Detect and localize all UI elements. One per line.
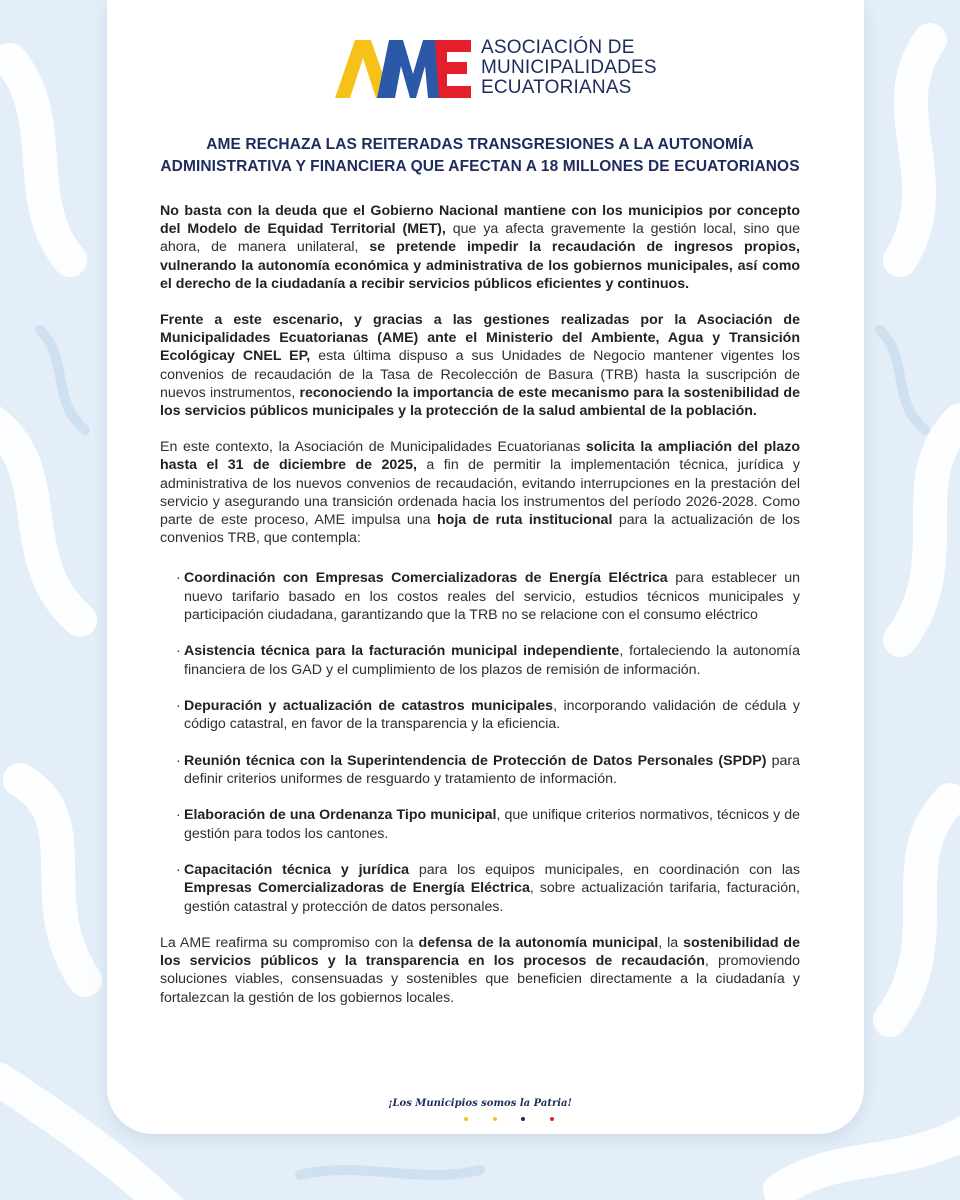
p4-bold-b: defensa de la autonomía municipal [418,935,659,952]
list-item [176,569,800,624]
color-dot [550,1117,554,1121]
p4-text-c: , la [658,935,684,952]
list-item [176,642,800,678]
p4-text-a: La AME reafirma su compromiso con la [160,935,419,952]
p2-bold-c: reconociendo la importancia de este mecanismo para la sostenibilidad de los servicios públicos municipales y la protección de la salud ambiental de la población. [160,384,800,420]
paragraph-4 [160,934,800,1007]
list-item [176,806,800,842]
p3-bold-b: solicita la ampliación del plazo hasta el 31 de diciembre de 2025, [160,439,800,474]
footer-color-dots [464,1117,554,1123]
list-item [176,861,800,916]
color-dot [464,1117,468,1121]
footer-slogan: ¡Los Municipios somos la Patria! [388,1098,572,1109]
ame-logo [333,36,657,100]
bullet-dot-icon: · [176,643,181,660]
p1-bold-a: No basta con la deuda que el Gobierno Nacional mantiene con los municipios por concepto del Modelo de Equidad Territorial (MET), [160,203,800,238]
p3-bold-d: hoja de ruta institucional [436,512,613,529]
logo-line-1: ASOCIACIÓN DE [481,37,635,58]
p3-text-e: para la actualización de los convenios TRB, que contempla: [160,512,801,547]
bullet-dot-icon: · [176,752,181,769]
p3-text-c: a fin de permitir la implementación técnica, jurídica y administrativa de los nuevos convenios de recaudación, evitando interrupciones en la prestación del servicio y asegurando una transición ordenada hacia los instrumentos del período 2026-2028. Como parte de este proceso, AME impulsa una [160,457,801,529]
bullet-2-bold: Asistencia técnica para la facturación municipal independiente [184,643,620,660]
bullet-1-bold: Coordinación con Empresas Comercializadoras de Energía Eléctrica [184,570,668,587]
p1-text-b: que ya afecta gravemente la gestión local, sino que ahora, de manera unilateral, [160,221,800,256]
ame-logo-mark-icon [333,36,473,100]
roadmap-list [160,569,800,915]
bullet-dot-icon: · [176,862,181,879]
logo-line-3: ECUATORIANAS [481,77,632,98]
logo-line-2: MUNICIPALIDADES [481,57,657,78]
paragraph-3 [160,438,800,547]
bullet-3-bold: Depuración y actualización de catastros municipales [184,698,554,715]
bullet-2-text: , fortaleciendo la autonomía financiera de los GAD y el cumplimiento de los plazos de remisión de información. [184,643,800,678]
p1-bold-c: se pretende impedir la recaudación de ingresos propios, vulnerando la autonomía económica y administrativa de los gobiernos municipales, así como el derecho de la ciudadanía a recibir servicios públicos eficientes y continuos. [160,239,800,292]
p2-bold-a: Frente a este escenario, y gracias a las gestiones realizadas por la Asociación de Municipalidades Ecuatorianas (AME) ante el Ministerio del Ambiente, Agua y Transición Ecológicay CNEL EP, [160,312,800,365]
list-item [176,752,800,788]
bullet-6-bold-2: Empresas Comercializadoras de Energía Eléctrica [184,880,530,897]
bullet-1-text: para establecer un nuevo tarifario basado en los costos reales del servicio, estudios técnicos municipales y participación ciudadana, garantizando que la TRB no se relacione con el consumo eléctrico [184,570,800,623]
bullet-5-bold: Elaboración de una Ordenanza Tipo municipal [184,807,497,824]
bullet-dot-icon: · [176,570,181,587]
bullet-4-text: para definir criterios uniformes de resguardo y tratamiento de información. [184,752,800,787]
bullet-dot-icon: · [176,807,181,824]
bullet-dot-icon: · [176,698,181,715]
bullet-3-text: , incorporando validación de cédula y código catastral, en favor de la transparencia y la eficiencia. [184,698,801,733]
p4-bold-d: sostenibilidad de los servicios públicos y la transparencia en los procesos de recaudación [160,935,800,970]
bullet-4-bold: Reunión técnica con la Superintendencia de Protección de Datos Personales (SPDP) [184,752,767,769]
p2-text-b: esta última dispuso a sus Unidades de Negocio mantener vigentes los convenios de recaudación de la Tasa de Recolección de Basura (TRB) hasta la suscripción de nuevos instrumentos, [160,348,800,401]
paragraph-1 [160,202,800,293]
headline-line-1: AME RECHAZA LAS REITERADAS TRANSGRESIONES A LA AUTONOMÍA [206,136,754,153]
paragraph-2 [160,311,800,420]
p3-text-a: En este contexto, la Asociación de Municipalidades Ecuatorianas [160,439,586,456]
logo-wordmark [481,38,657,98]
page-title [150,134,810,178]
bullet-6-text-2: , sobre actualización tarifaria, facturación, gestión catastral y protección de datos personales. [184,880,800,915]
bullet-6-bold: Capacitación técnica y jurídica [184,862,410,879]
press-release-body [160,202,800,1025]
bullet-6-text: para los equipos municipales, en coordinación con las [409,862,800,879]
color-dot [521,1117,525,1121]
headline-line-2: ADMINISTRATIVA Y FINANCIERA QUE AFECTAN A 18 MILLONES DE ECUATORIANOS [160,158,800,175]
color-dot [493,1117,497,1121]
bullet-5-text: , que unifique criterios normativos, técnicos y de gestión para todos los cantones. [184,807,800,842]
list-item [176,697,801,733]
p4-text-e: , promoviendo soluciones viables, consensuadas y sostenibles que beneficien directamente a la ciudadanía y fortalezcan la gestión de los gobiernos locales. [160,953,800,1006]
